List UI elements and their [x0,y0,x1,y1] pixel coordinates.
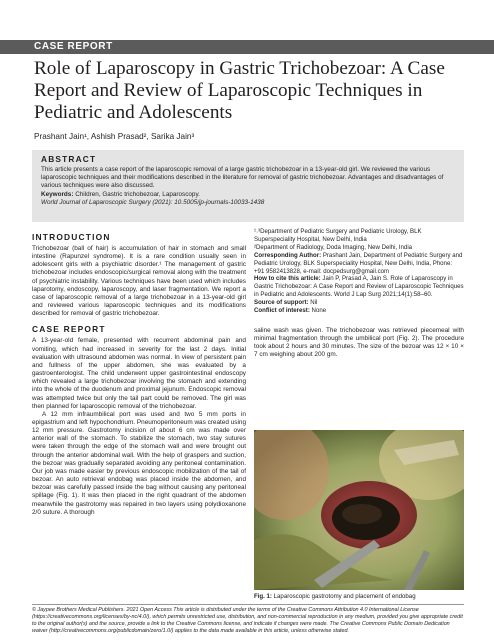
footer-divider [32,604,464,605]
case-report-heading: CASE REPORT [32,324,106,335]
article-title: Role of Laparoscopy in Gastric Trichobezoar: A Case Report and Review of Laparoscopic Techniques in Pediatric and Adolescents [34,58,445,123]
introduction-heading: INTRODUCTION [32,232,111,242]
article-type-label: CASE REPORT [34,41,113,52]
keywords-label: Keywords: [41,190,74,198]
figure-1-caption: Fig. 1: Laparoscopic gastrotomy and placement of endobag [254,593,416,600]
journal-citation: World Journal of Laparoscopic Surgery (2021): 10.5005/jp-journals-10033-1438 [41,198,265,206]
conflict-of-interest: Conflict of interest: None [254,307,327,315]
introduction-paragraph: Trichobezoar (ball of hair) is accumulation of hair in stomach and small intestine (Rapunzel syndrome). It is a rare condition usually seen in adolescent girls with a psychiatric disorder.¹ The management of gastric trichobezoar includes endoscopic/surgical removal along with the treatment of psychiatric instability. Various techniques have been used which includes laparotomy, endoscopy, laparoscopy, and laser fragmentation. We report a case of laparoscopic removal of a large trichobezoar in a 13-year-old girl and reviewed various laparoscopic techniques and its modifications described for removal of gastric trichobezoar. [32,245,246,318]
affiliation-2: ²Department of Radiology, Doda Imaging, New Delhi, India [254,243,413,251]
abstract-keywords [41,191,455,199]
case-paragraph-1: A 13-year-old female, presented with recurrent abdominal pain and vomiting, which had increased in severity for the last 2 days. Initial evaluation with ultrasound abdomen was normal. In view of persistent pain and fullness of the upper abdomen, she was evaluated by a gastroenterologist. The child underwent upper gastrointestinal endoscopy which revealed a large trichobezoar involving the stomach and extending into the whole of the duodenum and proximal jejunum. Endoscopic removal was attempted twice but only the tail part could be removed. The girl was then planned for laparoscopic removal of the trichobezoar. [32,337,246,410]
left-column [32,228,246,517]
abstract-body: This article presents a case report of the laparoscopic removal of a large gastric trichobezoar in a 13-year-old girl. We reviewed the various laparoscopic techniques and their modifications described in the literature for removal of gastric trichobezoar. Advantages and disadvantages of various techniques were also discussed. [41,166,444,190]
author-list: Prashant Jain¹, Ashish Prasad², Sarika Jain³ [34,132,195,141]
corresponding-author: Corresponding Author: Prashant Jain, Department of Pediatric Surgery and Pediatric Urology, BLK Superspeciality Hospital, New Delhi, India, Phone: +91 9582413828, e-mail: docpedsurg@gmail.com [254,251,463,275]
figure-1-laparoscopic-photo [254,430,464,590]
affiliation-1: ¹˒³Department of Pediatric Surgery and Pediatric Urology, BLK Superspeciality Hospital, New Delhi, India [254,228,422,243]
license-footer: © Jaypee Brothers Medical Publishers. 2021 Open Access This article is distributed under the terms of the Creative Commons Attribution 4.0 International License (https://creativecommons.org/licenses/by-nc/4.0/), which permits unrestricted use, distribution, and non-commercial reproduction in any medium, provided you give appropriate credit to the original author(s) and the source, provide a link to the Creative Commons license, and indicate if changes were made. The Creative Commons Public Domain Dedication waiver (http://creativecommons.org/publicdomain/zero/1.0/) applies to the data made available in this article, unless otherwise stated. [32,607,463,634]
article-type-banner [0,40,494,54]
how-to-cite: How to cite this article: Jain P, Prasad A, Jain S. Role of Laparoscopy in Gastric Trichobezoar: A Case Report and Review of Laparoscopic Techniques in Pediatric and Adolescents. World J Lap Surg 2021;14(1):58–60. [254,275,464,299]
case-paragraph-2: A 12 mm infraumbilical port was used and two 5 mm ports in epigastrium and left hypochondrium. Pneumoperitoneum was created using 12 mm pressure. Gastrotomy incision of about 6 cm was made over anterior wall of the stomach. To stabilize the stomach, two stay sutures were taken through the edge of the stomach wall and were brought out through the anterior abdominal wall. With the help of graspers and suction, the bezoar was gradually separated avoiding any peritoneal contamination. Our job was made easier by previous endoscopic mobilization of the tail of bezoar. An auto retrieval endobag was placed inside the abdomen, and bezoar was carefully passed inside the bag without causing any peritoneal spillage (Fig. 1). It was then placed in the right quadrant of the abdomen meanwhile the gastrotomy was repaired in two layers using polydioxanone 2/0 suture. A thorough [32,410,246,516]
source-of-support: Source of support: Nil [254,299,318,307]
abstract-box [32,150,464,222]
keywords-text: Children, Gastric trichobezoar, Laparoscopy. [73,190,200,198]
abstract-heading: ABSTRACT [41,154,97,164]
laparoscopy-photo-illustration [254,430,464,590]
case-continued-paragraph: saline wash was given. The trichobezoar was retrieved piecemeal with minimal fragmentation through the umbilical port (Fig. 2). The procedure took about 2 hours and 30 minutes. The size of the bezoar was 12 × 10 × 7 cm weighing about 200 gm. [254,326,464,359]
right-column [254,228,464,360]
